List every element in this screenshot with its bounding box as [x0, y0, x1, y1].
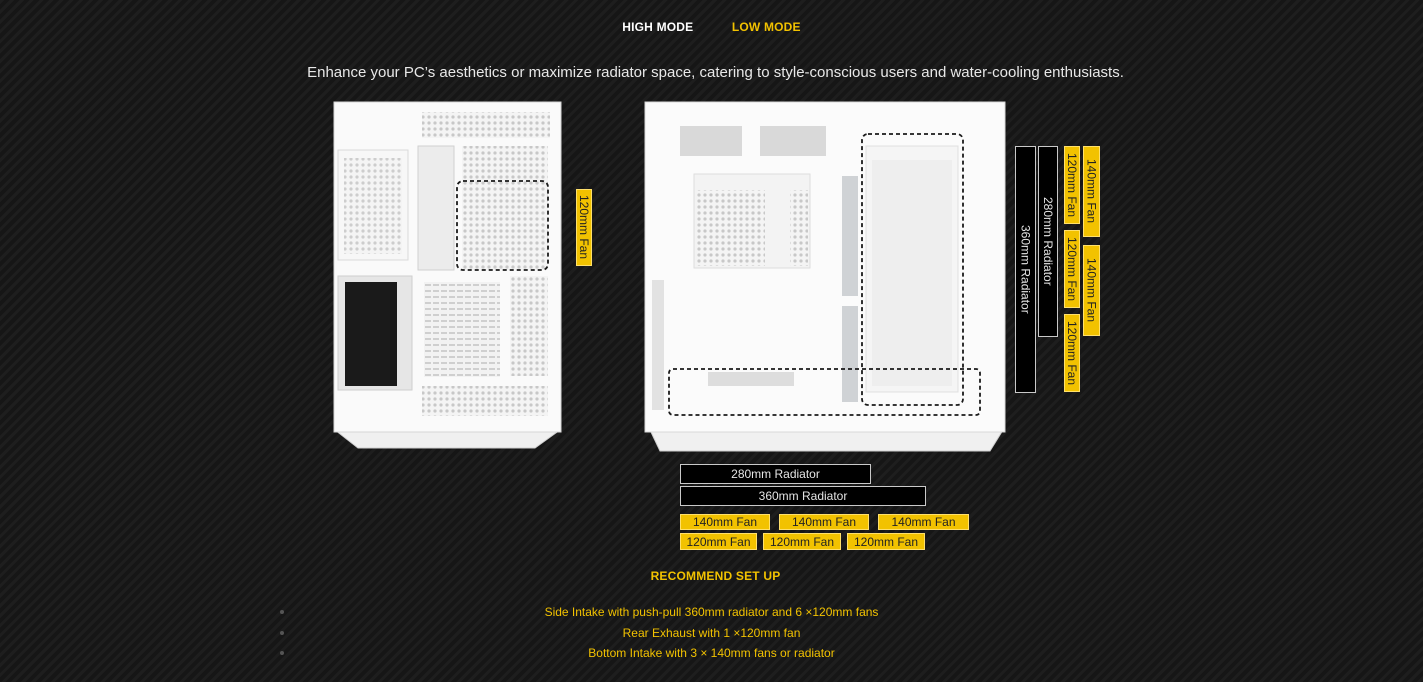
tab-high-mode[interactable]: HIGH MODE: [622, 20, 694, 34]
mode-description: Enhance your PC’s aesthetics or maximize radiator space, catering to style-conscious users and water-cooling enthusiasts.: [307, 64, 1124, 81]
bottom-fan-140-label: 140mm Fan: [878, 514, 969, 530]
tab-low-mode[interactable]: LOW MODE: [731, 20, 801, 34]
bullet-icon: [280, 651, 284, 655]
side-fan-120-label: 120mm Fan: [1064, 146, 1080, 224]
side-fan-120-label: 120mm Fan: [1064, 230, 1080, 308]
recommend-item-text: Bottom Intake with 3 × 140mm fans or radiator: [588, 646, 835, 660]
list-item: [0, 624, 1423, 645]
side-view-case: [645, 102, 1005, 451]
bullet-icon: [280, 631, 284, 635]
recommend-item-text: Side Intake with push-pull 360mm radiator and 6 ×120mm fans: [544, 605, 879, 619]
side-fan-120-label: 120mm Fan: [1064, 314, 1080, 392]
bottom-radiator-280-label: 280mm Radiator: [680, 464, 871, 484]
bottom-fan-120-label: 120mm Fan: [680, 533, 757, 550]
side-fan-140-label: 140mm Fan: [1083, 245, 1100, 336]
bullet-icon: [280, 610, 284, 614]
rear-view-case: [334, 102, 561, 448]
side-fan-140-label: 140mm Fan: [1083, 146, 1100, 237]
rear-fan-label: 120mm Fan: [576, 189, 592, 266]
bottom-fan-120-label: 120mm Fan: [763, 533, 841, 550]
bottom-fan-140-label: 140mm Fan: [779, 514, 869, 530]
bottom-radiator-360-label: 360mm Radiator: [680, 486, 926, 506]
list-item: [0, 603, 1423, 624]
bottom-fan-120-label: 120mm Fan: [847, 533, 925, 550]
recommend-item-text: Rear Exhaust with 1 ×120mm fan: [622, 625, 801, 640]
side-radiator-280-label: 280mm Radiator: [1038, 146, 1058, 337]
recommend-list: [0, 603, 1423, 665]
side-radiator-360-label: 360mm Radiator: [1015, 146, 1036, 393]
recommend-title: RECOMMEND SET UP: [650, 569, 781, 583]
bottom-fan-140-label: 140mm Fan: [680, 514, 770, 530]
list-item: [0, 644, 1423, 665]
